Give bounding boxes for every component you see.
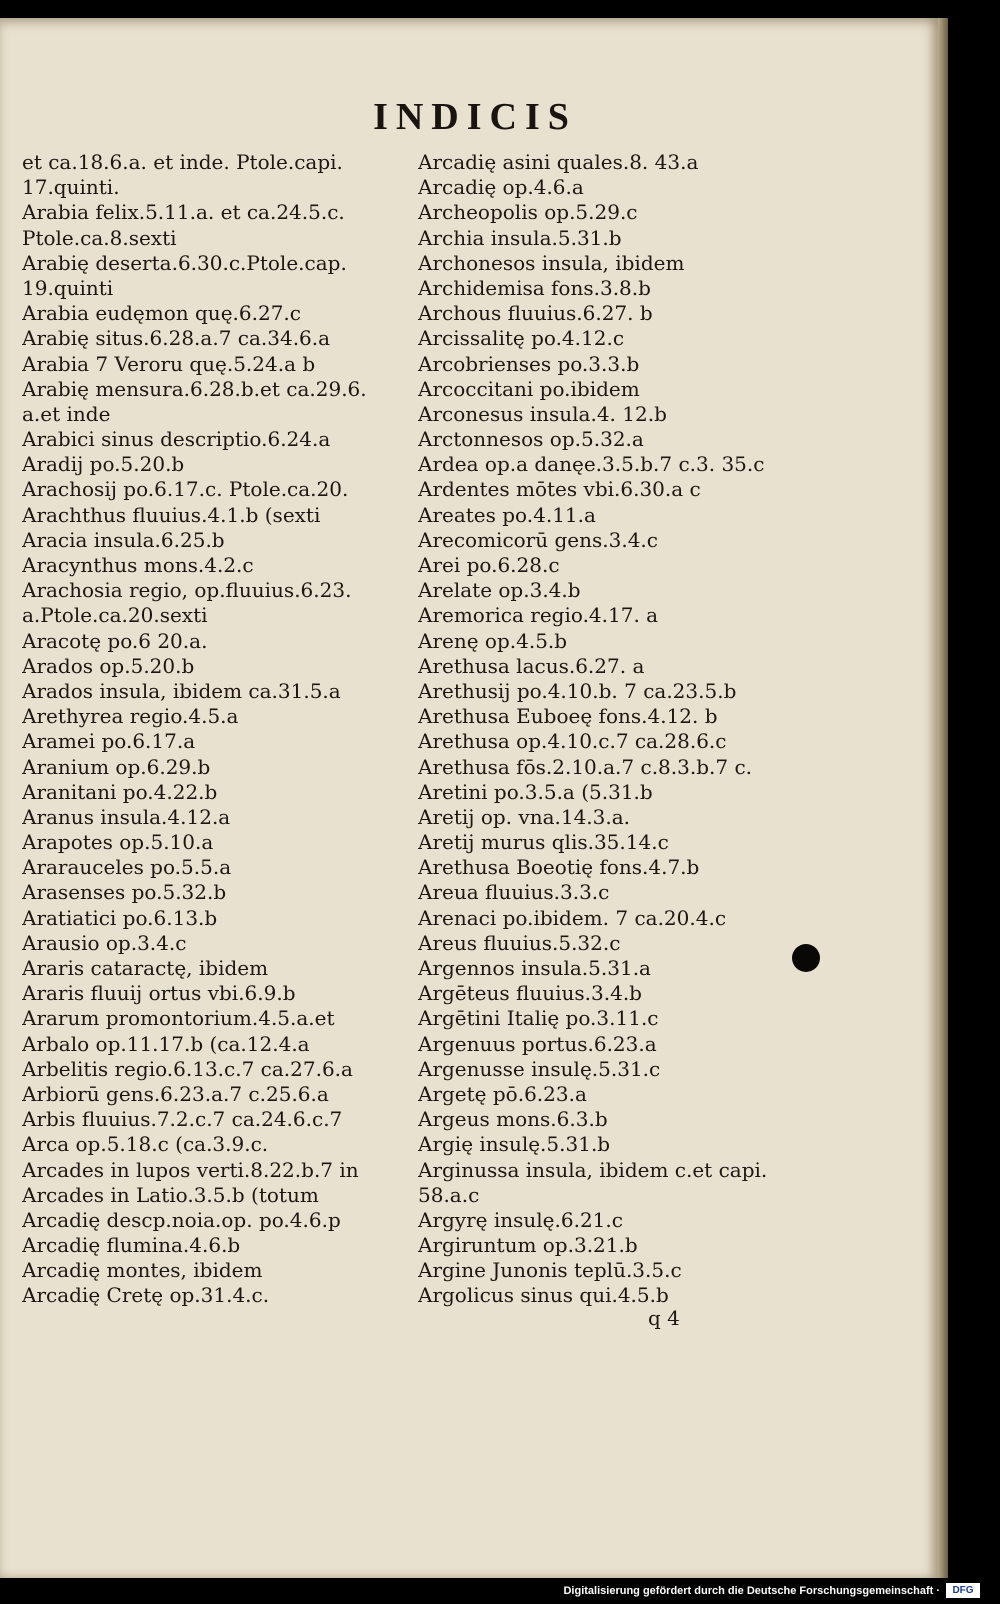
index-entry: Argennos insula.5.31.a (418, 956, 651, 980)
index-entry: Aranus insula.4.12.a (22, 804, 231, 829)
digitization-footer (0, 1578, 1000, 1604)
index-entry: Arconesus insula.4. 12.b (418, 401, 667, 426)
index-entry: Arethyrea regio.4.5.a (22, 704, 239, 729)
index-entry: Ardea op.a danęe.3.5.b.7 c.3. 35.c (418, 452, 765, 477)
index-entry: Ardentes mōtes vbi.6.30.a c (418, 477, 701, 502)
index-entry: Arausio op.3.4.c (22, 930, 187, 955)
index-entry: Argeus mons.6.3.b (418, 1107, 608, 1132)
index-entry: Arados insula, ibidem ca.31.5.a (22, 678, 341, 703)
index-entry: Araris cataractę, ibidem (22, 956, 269, 980)
index-entry: a.et inde (22, 401, 111, 426)
index-entry: Argētini Italię po.3.11.c (418, 1006, 659, 1031)
index-entry: Archidemisa fons.3.8.b (418, 275, 651, 300)
index-entry: Arcades in Latio.3.5.b (totum (22, 1182, 319, 1207)
index-entry: Arethusa op.4.10.c.7 ca.28.6.c (418, 729, 727, 754)
index-entry: Arapotes op.5.10.a (22, 830, 214, 855)
page-signature: q 4 (648, 1306, 680, 1330)
index-entry: Ararum promontorium.4.5.a.et (22, 1006, 335, 1031)
index-entry: Areua fluuius.3.3.c (418, 880, 610, 905)
index-entry: Argenuus portus.6.23.a (418, 1031, 657, 1056)
index-entry: Aradij po.5.20.b (22, 452, 185, 477)
index-entry: 58.a.c (418, 1182, 480, 1207)
index-entry: Arbiorū gens.6.23.a.7 c.25.6.a (22, 1081, 329, 1106)
index-entry: Arbis fluuius.7.2.c.7 ca.24.6.c.7 (22, 1107, 343, 1132)
page-header-title: INDICIS (373, 96, 577, 138)
index-entry: Araris fluuij ortus vbi.6.9.b (22, 981, 296, 1006)
index-entry: Aratiatici po.6.13.b (22, 905, 218, 930)
index-entry: et ca.18.6.a. et inde. Ptole.capi. (22, 150, 343, 174)
index-entry: Argię insulę.5.31.b (418, 1132, 611, 1157)
index-entry: Argetę pō.6.23.a (418, 1081, 587, 1106)
index-entry: Argyrę insulę.6.21.c (418, 1207, 623, 1232)
index-entry: Aranitani po.4.22.b (22, 779, 218, 804)
index-entry: Arenę op.4.5.b (418, 628, 568, 653)
index-entry: Arbelitis regio.6.13.c.7 ca.27.6.a (22, 1056, 353, 1081)
index-entry: Aranium op.6.29.b (22, 754, 211, 779)
index-entry: Aracynthus mons.4.2.c (22, 553, 254, 577)
index-entry: Arachosia regio, op.fluuius.6.23. (22, 578, 352, 603)
index-entry: Ptole.ca.8.sexti (22, 225, 177, 250)
index-column-left (22, 150, 422, 1330)
index-entry: Argolicus sinus qui.4.5.b (418, 1283, 669, 1308)
index-entry: Arbalo op.11.17.b (ca.12.4.a (22, 1031, 310, 1056)
index-entry: 19.quinti (22, 275, 114, 300)
index-column-right (418, 150, 818, 1330)
index-entry: Archous fluuius.6.27. b (418, 301, 653, 326)
index-entry: Aremorica regio.4.17. a (418, 603, 659, 628)
index-entry: Arabię deserta.6.30.c.Ptole.cap. (22, 250, 347, 275)
index-entry: Arcadię asini quales.8. 43.a (418, 150, 699, 174)
index-entry: 17.quinti. (22, 175, 120, 200)
index-entry: Arcadię op.4.6.a (418, 175, 584, 200)
index-entry: Argiruntum op.3.21.b (418, 1233, 638, 1258)
index-entry: Aretini po.3.5.a (5.31.b (418, 779, 653, 804)
index-entry: Argenusse insulę.5.31.c (418, 1056, 661, 1081)
index-entry: Aretij murus qlis.35.14.c (418, 830, 669, 855)
footer-credit-text: Digitalisierung gefördert durch die Deutsche Forschungsgemeinschaft · (563, 1585, 940, 1597)
index-entry: Arenaci po.ibidem. 7 ca.20.4.c (418, 905, 727, 930)
index-entry: Arcades in lupos verti.8.22.b.7 in (22, 1157, 359, 1182)
index-entry: Aracia insula.6.25.b (22, 527, 225, 552)
index-entry: Areus fluuius.5.32.c (418, 930, 621, 955)
index-entry: Arelate op.3.4.b (418, 578, 581, 603)
index-entry: Aracotę po.6 20.a. (22, 628, 208, 653)
index-entry: Arabię mensura.6.28.b.et ca.29.6. (22, 376, 367, 401)
index-entry: Arcadię descp.noia.op. po.4.6.p (22, 1207, 341, 1232)
index-entry: Arethusa Euboeę fons.4.12. b (418, 704, 718, 729)
index-entry: Arethusij po.4.10.b. 7 ca.23.5.b (418, 678, 737, 703)
index-entry: Ararauceles po.5.5.a (22, 855, 232, 880)
index-entry: Arctonnesos op.5.32.a (418, 427, 644, 452)
index-entry: Arachosij po.6.17.c. Ptole.ca.20. (22, 477, 349, 502)
index-entry: Arabia felix.5.11.a. et ca.24.5.c. (22, 200, 345, 225)
index-entry: Archeopolis op.5.29.c (418, 200, 638, 225)
index-entry: a.Ptole.ca.20.sexti (22, 603, 208, 628)
index-entry: Arcissalitę po.4.12.c (418, 326, 625, 351)
index-entry: Arabici sinus descriptio.6.24.a (22, 427, 331, 452)
page-edge (938, 18, 948, 1578)
index-entry: Arca op.5.18.c (ca.3.9.c. (22, 1132, 269, 1157)
index-entry: Aramei po.6.17.a (22, 729, 196, 754)
index-entry: Arethusa Boeotię fons.4.7.b (418, 855, 700, 880)
index-entry: Arethusa fōs.2.10.a.7 c.8.3.b.7 c. (418, 754, 753, 779)
index-entry: Archia insula.5.31.b (418, 225, 622, 250)
index-entry: Arethusa lacus.6.27. a (418, 653, 645, 678)
index-entry: Arcadię montes, ibidem (22, 1258, 263, 1283)
index-entry: Arcoccitani po.ibidem (418, 376, 640, 401)
index-entry: Arados op.5.20.b (22, 653, 195, 678)
index-entry: Arabia eudęmon quę.6.27.c (22, 301, 301, 326)
index-entry: Arachthus fluuius.4.1.b (sexti (22, 502, 321, 527)
index-entry: Arabię situs.6.28.a.7 ca.34.6.a (22, 326, 331, 351)
index-entry: Argine Junonis teplū.3.5.c (418, 1258, 682, 1283)
index-entry: Arginussa insula, ibidem c.et capi. (418, 1157, 768, 1182)
ink-blot (792, 944, 820, 972)
index-entry: Argēteus fluuius.3.4.b (418, 981, 642, 1006)
index-entry: Arei po.6.28.c (418, 553, 560, 577)
index-entry: Arcadię Cretę op.31.4.c. (22, 1283, 270, 1308)
index-entry: Areates po.4.11.a (418, 502, 596, 527)
index-entry: Archonesos insula, ibidem (418, 250, 685, 275)
index-entry: Arcadię flumina.4.6.b (22, 1233, 241, 1258)
index-entry: Arabia 7 Veroru quę.5.24.a b (22, 351, 316, 376)
index-entry: Arasenses po.5.32.b (22, 880, 227, 905)
index-entry: Arecomicorū gens.3.4.c (418, 527, 658, 552)
index-entry: Arcobrienses po.3.3.b (418, 351, 640, 376)
dfg-logo: DFG (946, 1583, 980, 1598)
index-entry: Aretij op. vna.14.3.a. (418, 804, 631, 829)
